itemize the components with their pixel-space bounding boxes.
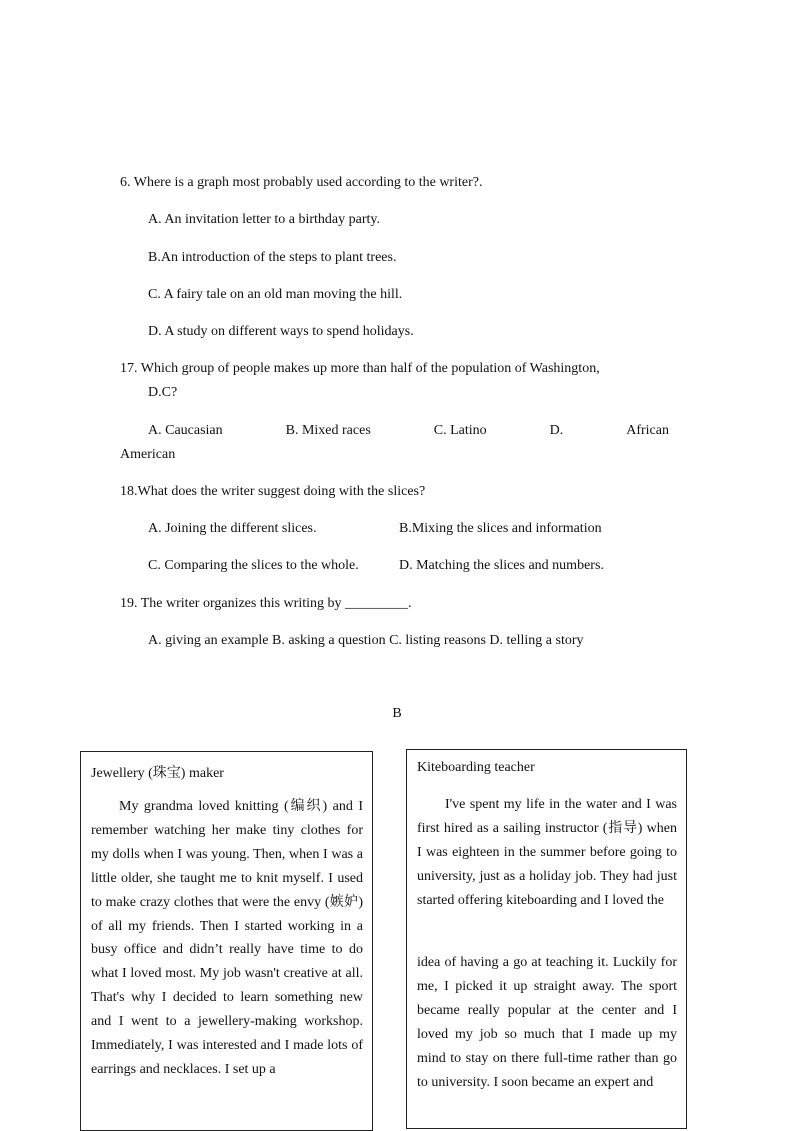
card-jewellery-maker (80, 751, 373, 1131)
question-6-option-d: D. A study on different ways to spend holidays. (148, 324, 414, 339)
question-17-stem-continued: D.C? (148, 385, 178, 400)
card-kiteboarding-paragraph-1: I've spent my life in the water and I was first hired as a sailing instructor (指导) when I was eighteen in the summer before going to university, just as a holiday job. They had just started offering kiteboarding and I loved the (417, 797, 677, 908)
question-19-stem: 19. The writer organizes this writing by _________. (120, 596, 412, 611)
question-18-option-d: D. Matching the slices and numbers. (399, 558, 604, 573)
question-18-option-c: C. Comparing the slices to the whole. (148, 558, 359, 573)
card-kiteboarding-paragraph-2: idea of having a go at teaching it. Luckily for me, I picked it up straight away. The sport became really popular at the center and I loved my job so much that I made up my mind to stay on there full-time rather than go to university. I soon became an expert and (417, 955, 677, 1090)
question-18-option-a: A. Joining the different slices. (148, 521, 317, 536)
question-6-option-b: B.An introduction of the steps to plant trees. (148, 250, 397, 265)
question-17-option-a: A. Caucasian (148, 423, 223, 438)
question-17-option-d-wrap: American (120, 447, 176, 462)
card-kiteboarding-teacher (406, 749, 687, 1129)
question-17-option-d-text: African (626, 423, 669, 438)
question-18-stem: 18.What does the writer suggest doing with the slices? (120, 484, 426, 499)
question-6-option-c: C. A fairy tale on an old man moving the hill. (148, 287, 403, 302)
card-jewellery-paragraph: My grandma loved knitting (编织) and I remember watching her make tiny clothes for my dolls when I was young. Then, when I was a little older, she taught me to knit myself. I used to make crazy clothes that were the envy (嫉妒) of all my friends. Then I started working in a busy office and didn’t really have time to do what I loved most. My job wasn't creative at all. That's why I decided to learn something new and I went to a jewellery-making workshop. Immediately, I was interested and I made lots of earrings and necklaces. I set up a (91, 799, 363, 1077)
card-kiteboarding-text-1 (417, 793, 677, 913)
question-6-stem: 6. Where is a graph most probably used according to the writer?. (120, 175, 483, 190)
question-17-option-b: B. Mixed races (285, 423, 371, 438)
section-label: B (392, 706, 402, 721)
card-jewellery-text (91, 795, 363, 1082)
card-kiteboarding-text-2 (417, 951, 677, 1094)
card-kiteboarding-title: Kiteboarding teacher (417, 760, 535, 775)
question-17-option-c: C. Latino (433, 423, 487, 438)
question-17-options (148, 422, 669, 440)
question-18-option-b: B.Mixing the slices and information (399, 521, 602, 536)
question-19-options: A. giving an example B. asking a question C. listing reasons D. telling a story (148, 633, 584, 648)
question-6-option-a: A. An invitation letter to a birthday party. (148, 212, 380, 227)
question-17-stem: 17. Which group of people makes up more than half of the population of Washington, (120, 361, 600, 376)
card-jewellery-title: Jewellery (珠宝) maker (91, 766, 224, 781)
question-17-option-d: D. (549, 423, 564, 438)
